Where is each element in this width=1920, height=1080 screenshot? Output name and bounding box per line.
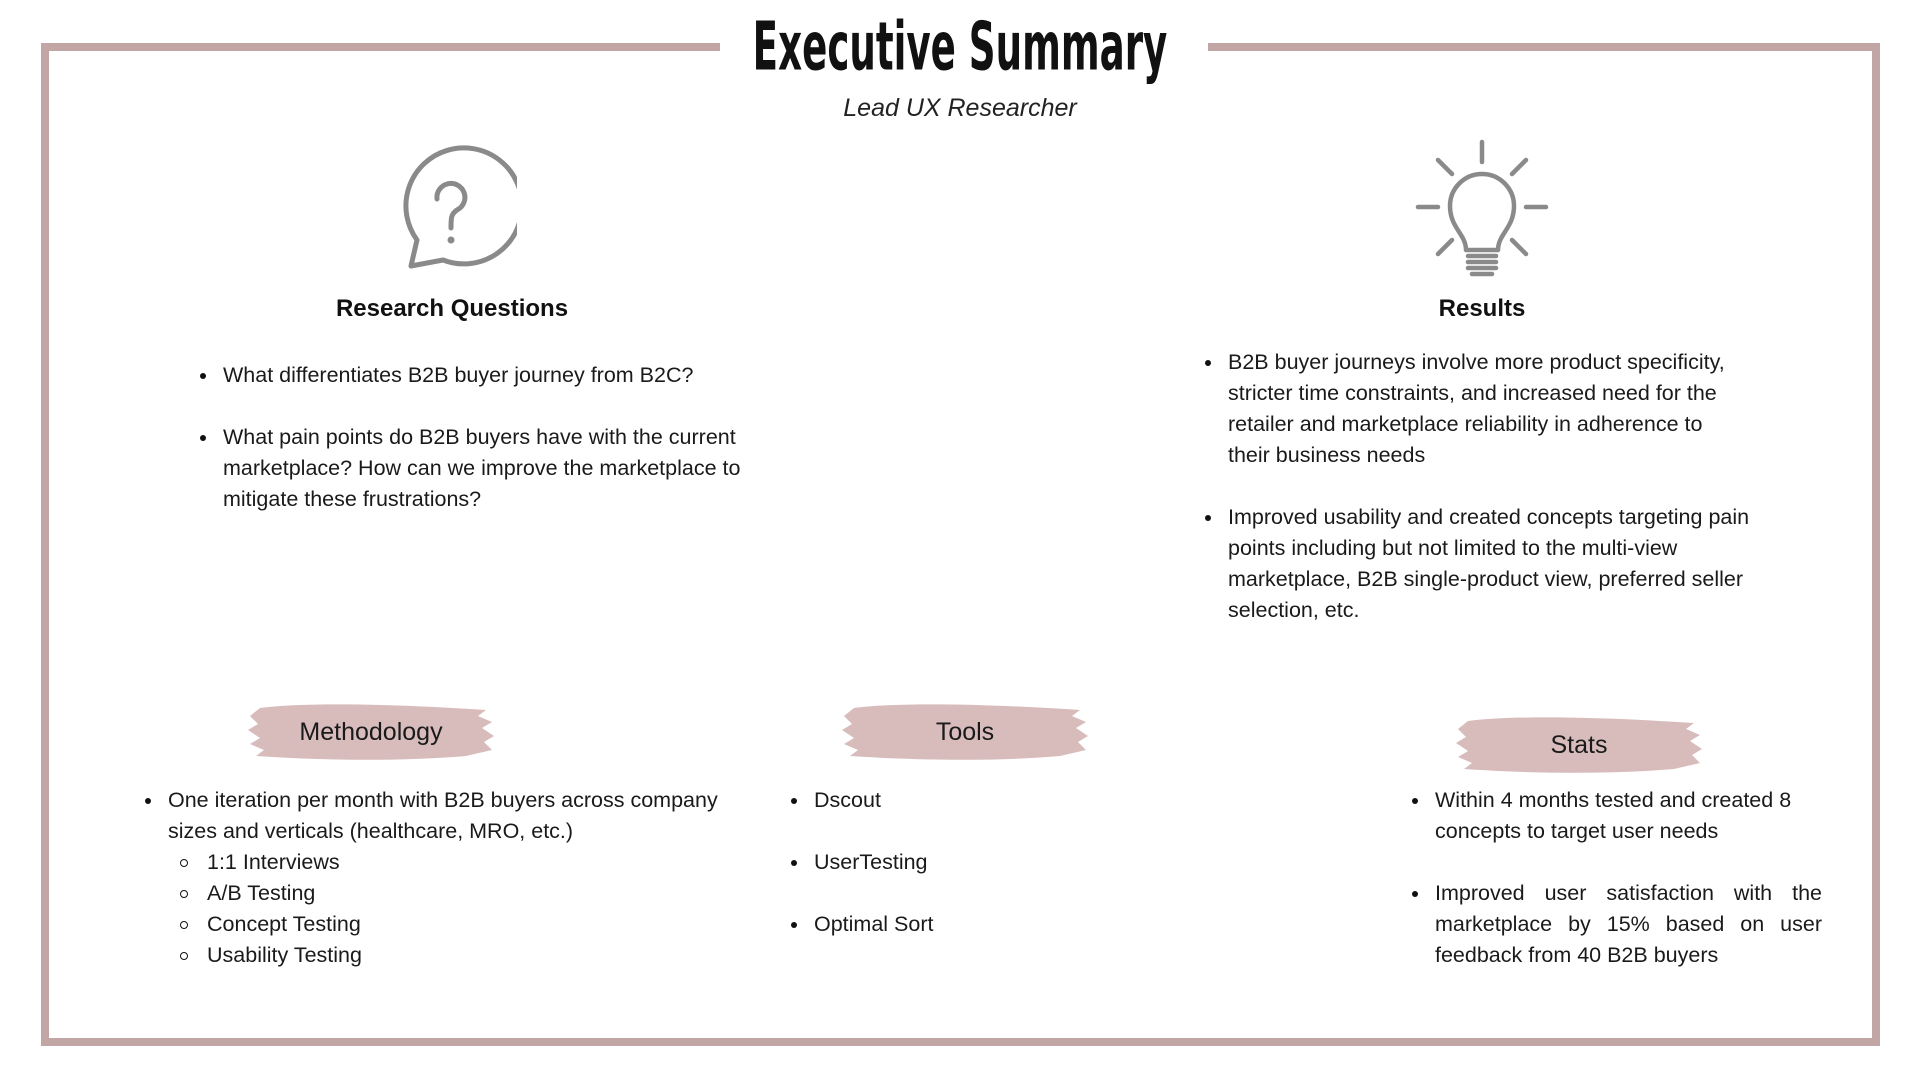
- sub-list-item: Concept Testing: [178, 909, 720, 940]
- question-speech-bubble-icon: [385, 144, 517, 272]
- list-item: B2B buyer journeys involve more product specificity, stricter time constraints, and increased need for the retailer and marketplace reliability in adherence to their business needs: [1200, 347, 1780, 471]
- list-item: Improved user satisfaction with the marketplace by 15% based on user feedback from 40 B2B buyers: [1407, 878, 1822, 971]
- methodology-heading: Methodology: [299, 717, 443, 746]
- list-item: Improved usability and created concepts targeting pain points including but not limited to the multi-view marketplace, B2B single-product view, preferred seller selection, etc.: [1200, 502, 1780, 626]
- methodology-heading-badge: [246, 700, 496, 764]
- list-item: Dscout: [786, 785, 1086, 816]
- tools-heading: Tools: [935, 717, 995, 746]
- sub-list-item: Usability Testing: [178, 940, 720, 971]
- list-item: [140, 785, 720, 971]
- results-heading: Results: [1438, 295, 1526, 322]
- research-questions-list: [195, 360, 795, 515]
- page-title: Executive Summary: [752, 8, 1168, 87]
- tools-list: [786, 785, 1086, 940]
- sub-list-item: A/B Testing: [178, 878, 720, 909]
- stats-heading: Stats: [1550, 730, 1608, 759]
- page-subtitle: Lead UX Researcher: [843, 94, 1077, 122]
- page-title-wrap: [0, 0, 1920, 90]
- stats-heading-badge: [1454, 713, 1704, 777]
- tools-heading-badge: [840, 700, 1090, 764]
- list-item: Optimal Sort: [786, 909, 1086, 940]
- methodology-item-text: One iteration per month with B2B buyers across company sizes and verticals (healthcare, MRO, etc.): [168, 788, 718, 843]
- list-item: What pain points do B2B buyers have with the current marketplace? How can we improve the marketplace to mitigate these frustrations?: [195, 422, 795, 515]
- lightbulb-icon: [1410, 138, 1554, 282]
- methodology-sub-list: [168, 847, 720, 971]
- stats-list: [1407, 785, 1822, 971]
- list-item: UserTesting: [786, 847, 1086, 878]
- list-item: Within 4 months tested and created 8 concepts to target user needs: [1407, 785, 1822, 847]
- results-list: [1200, 347, 1780, 626]
- research-questions-heading: Research Questions: [335, 295, 569, 322]
- list-item: What differentiates B2B buyer journey from B2C?: [195, 360, 795, 391]
- sub-list-item: 1:1 Interviews: [178, 847, 720, 878]
- methodology-list: [140, 785, 720, 971]
